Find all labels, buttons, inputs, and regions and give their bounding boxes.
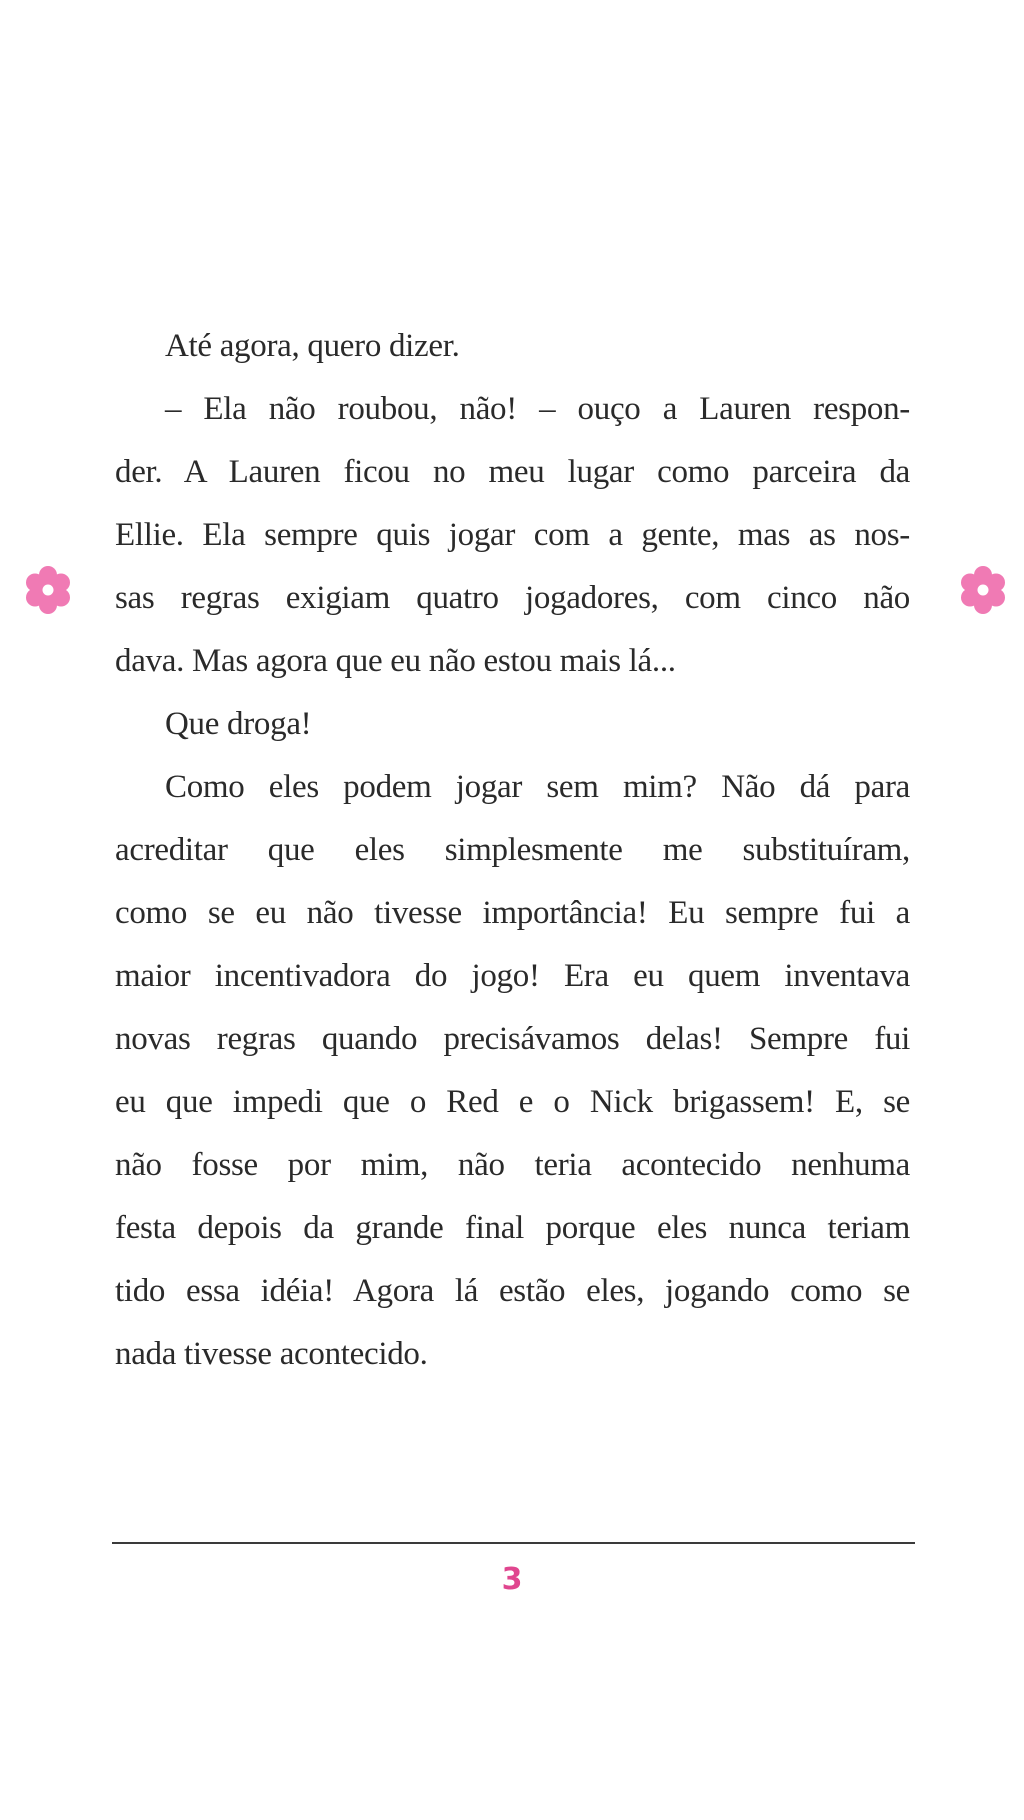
footer-divider xyxy=(112,1542,915,1544)
body-text xyxy=(115,315,910,1386)
text-line: Que droga! xyxy=(165,706,312,742)
flower-icon xyxy=(20,562,76,618)
text-line: der. A Lauren ficou no meu lugar como parceira da xyxy=(115,454,910,490)
text-line: como se eu não tivesse importância! Eu sempre fui a xyxy=(115,895,910,931)
text-line: novas regras quando precisávamos delas! Sempre fui xyxy=(115,1021,910,1057)
text-line: sas regras exigiam quatro jogadores, com cinco não xyxy=(115,580,910,616)
text-line: Ellie. Ela sempre quis jogar com a gente, mas as nos- xyxy=(115,517,910,553)
text-line: acreditar que eles simplesmente me substituíram, xyxy=(115,832,910,868)
text-line: eu que impedi que o Red e o Nick brigassem! E, se xyxy=(115,1084,910,1120)
flower-icon xyxy=(955,562,1011,618)
text-line: tido essa idéia! Agora lá estão eles, jogando como se xyxy=(115,1273,910,1309)
text-line: festa depois da grande final porque eles nunca teriam xyxy=(115,1210,910,1246)
text-line: – Ela não roubou, não! – ouço a Lauren respon- xyxy=(165,391,910,427)
text-line: Como eles podem jogar sem mim? Não dá para xyxy=(165,769,910,805)
page-number: 3 xyxy=(501,1562,523,1597)
text-line: não fosse por mim, não teria acontecido nenhuma xyxy=(115,1147,910,1183)
text-line: Até agora, quero dizer. xyxy=(165,328,460,364)
text-line: nada tivesse acontecido. xyxy=(115,1336,428,1372)
text-line: maior incentivadora do jogo! Era eu quem inventava xyxy=(115,958,910,994)
text-line: dava. Mas agora que eu não estou mais lá... xyxy=(115,643,676,679)
